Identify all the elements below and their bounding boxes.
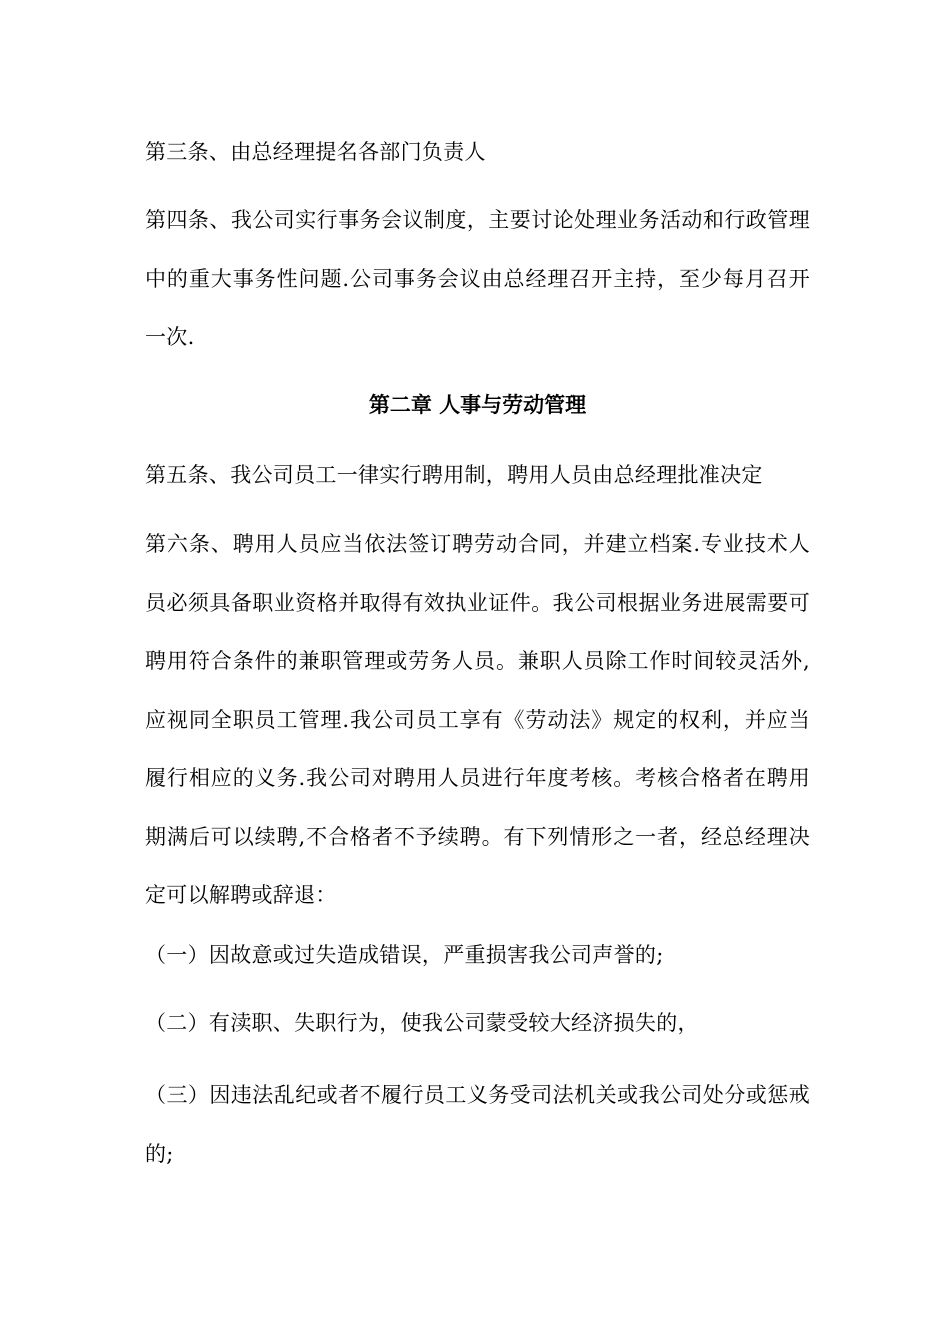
article-5: 第五条、我公司员工一律实行聘用制，聘用人员由总经理批准决定 (145, 463, 763, 487)
list-item-3: （三）因违法乱纪或者不履行员工义务受司法机关或我公司处分或惩戒的; (145, 1083, 810, 1166)
chapter-2-title: 第二章 人事与劳动管理 (368, 393, 587, 417)
list-item-1: （一）因故意或过失造成错误，严重损害我公司声誉的; (145, 943, 664, 967)
article-3: 第三条、由总经理提名各部门负责人 (145, 140, 486, 164)
article-4: 第四条、我公司实行事务会议制度，主要讨论处理业务活动和行政管理中的重大事务性问题.公司事务会议由总经理召开主持，至少每月召开一次. (145, 208, 810, 349)
list-item-2: （二）有渎职、失职行为，使我公司蒙受较大经济损失的， (145, 1011, 699, 1035)
article-6: 第六条、聘用人员应当依法签订聘劳动合同，并建立档案.专业技术人员必须具备职业资格并取得有效执业证件。我公司根据业务进展需要可聘用符合条件的兼职管理或劳务人员。兼职人员除工作时间较灵活外,应视同全职员工管理.我公司员工享有《劳动法》规定的权利，并应当履行相应的义务.我公司对聘用人员进行年度考核。考核合格者在聘用期满后可以续聘,不合格者不予续聘。有下列情形之一者，经总经理决定可以解聘或辞退： (145, 532, 810, 907)
